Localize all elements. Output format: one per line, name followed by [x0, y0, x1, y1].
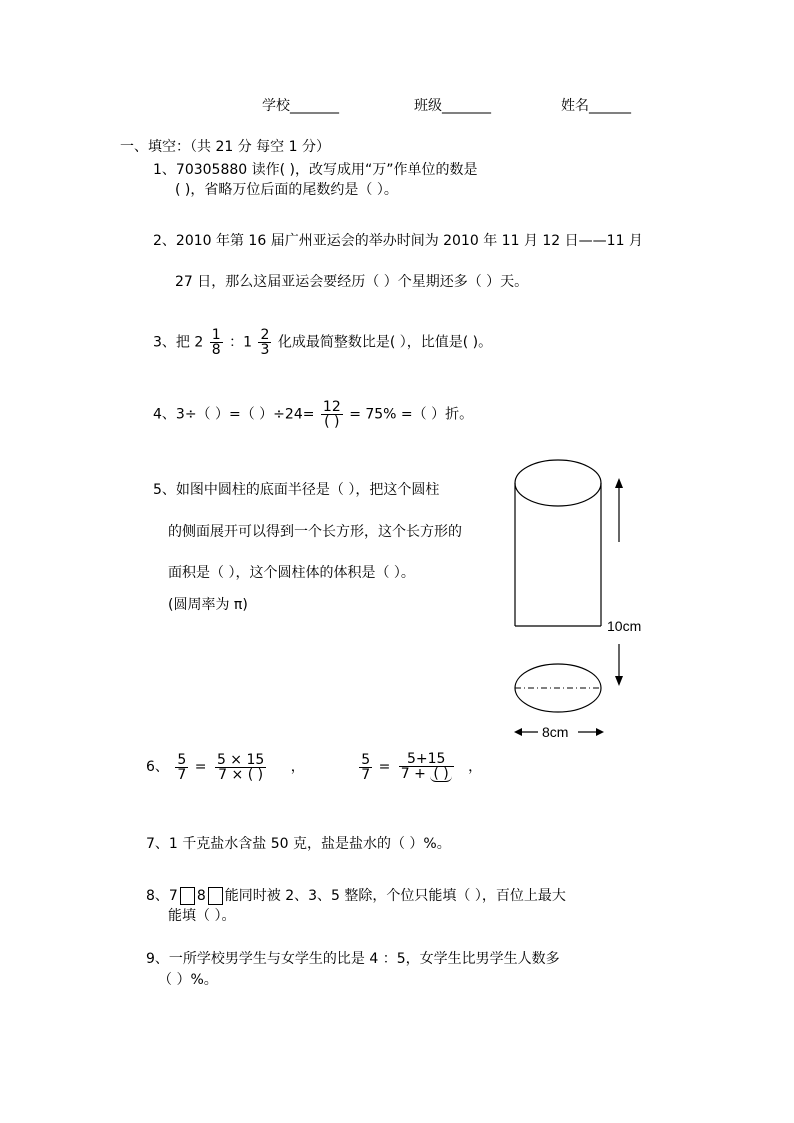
fraction-two-thirds [258, 328, 271, 357]
name-field-label: 姓名______ [561, 98, 631, 114]
question-8-part-2: 8 [196, 888, 206, 904]
question-3-prefix: 3、把 2 [153, 334, 204, 351]
fraction-denominator: 3 [260, 342, 270, 358]
question-4-prefix: 4、3÷（ ）=（ ）÷24= [153, 406, 315, 423]
question-6-prefix: 6、 [146, 759, 169, 775]
question-5-line-3: 面积是（ ），这个圆柱体的体积是（ ）。 [168, 565, 415, 581]
equals-sign: = [378, 759, 391, 775]
question-5-line-2: 的侧面展开可以得到一个长方形，这个长方形的 [168, 524, 462, 540]
class-field-label: 班级_______ [414, 98, 491, 114]
equals-sign: = [194, 759, 207, 775]
section-title: 一、填空：（共 21 分 每空 1 分） [120, 139, 330, 155]
fraction-one-eighth [210, 328, 223, 357]
diameter-label: 8cm [542, 724, 569, 740]
question-2-line-2: 27 日，那么这届亚运会要经历（ ）个星期还多（ ）天。 [175, 274, 529, 290]
cylinder-figure [500, 450, 670, 750]
fraction-product [215, 753, 266, 782]
fraction-numerator: 5 [177, 751, 187, 768]
question-1-line-2: ( )，省略万位后面的尾数约是（ ）。 [175, 182, 398, 198]
fraction-numerator: 1 [211, 327, 221, 343]
fraction-denominator: 7 [361, 766, 371, 783]
question-9-line-1: 9、一所学校男学生与女学生的比是 4 ：5，女学生比男学生人数多 [146, 951, 560, 967]
question-1-line-1: 1、70305880 读作( )，改写成用“万”作单位的数是 [153, 162, 478, 178]
cylinder-top-ellipse [515, 460, 601, 506]
question-9-line-2: （ ）%。 [158, 972, 218, 988]
question-6 [146, 752, 482, 782]
fraction-five-sevenths-b [359, 753, 372, 782]
digit-box [180, 887, 195, 905]
question-4 [153, 400, 473, 429]
fraction-numerator: 5 [361, 751, 371, 768]
height-arrowhead-down [615, 676, 623, 686]
diameter-arrowhead-right [596, 728, 604, 736]
question-5-line-4: (圆周率为 π) [168, 597, 248, 613]
question-5-line-1: 5、如图中圆柱的底面半径是（ ），把这个圆柱 [153, 482, 440, 498]
question-3-ratio-sign: ：1 [229, 334, 253, 351]
question-3-suffix: 化成最简整数比是( ），比值是( )。 [277, 334, 493, 351]
fraction-numerator: 5+15 [407, 751, 446, 767]
fraction-numerator: 5 × 15 [216, 751, 265, 768]
question-8-part-3: 能同时被 2、3、5 整除，个位只能填（ ），百位上最大 [224, 888, 566, 904]
fraction-twelve-over-blank [321, 400, 343, 429]
fraction-denominator: 7 [177, 766, 187, 783]
fraction-denominator [399, 766, 454, 782]
height-label: 10cm [607, 618, 642, 634]
question-3 [153, 328, 492, 357]
fraction-numerator: 2 [260, 327, 270, 343]
question-8-line-1 [146, 887, 566, 905]
end-comma: ， [468, 759, 483, 775]
fraction-denominator: 8 [211, 342, 221, 358]
fraction-denominator: ( ) [321, 414, 343, 429]
digit-box [208, 887, 223, 905]
fraction-numerator: 12 [322, 399, 341, 415]
blank-parentheses: ( ) [430, 767, 451, 782]
diameter-arrowhead-left [514, 728, 522, 736]
question-8-line-2: 能填（ ）。 [168, 908, 236, 924]
fraction-denominator: 7 × ( ) [215, 767, 266, 782]
question-7: 7、1 千克盐水含盐 50 克，盐是盐水的（ ）%。 [146, 836, 451, 852]
fraction-sum [399, 752, 454, 782]
separator-comma: ， [290, 759, 305, 775]
school-field-label: 学校_______ [262, 98, 339, 114]
denominator-prefix: 7 + [400, 766, 431, 782]
fraction-five-sevenths-a [175, 753, 188, 782]
question-2-line-1: 2、2010 年第 16 届广州亚运会的举办时间为 2010 年 11 月 12 日——11 月 [153, 233, 643, 249]
question-4-suffix: = 75% =（ ）折。 [349, 406, 474, 423]
height-arrowhead-up [615, 478, 623, 488]
question-8-part-1: 8、7 [146, 888, 178, 904]
